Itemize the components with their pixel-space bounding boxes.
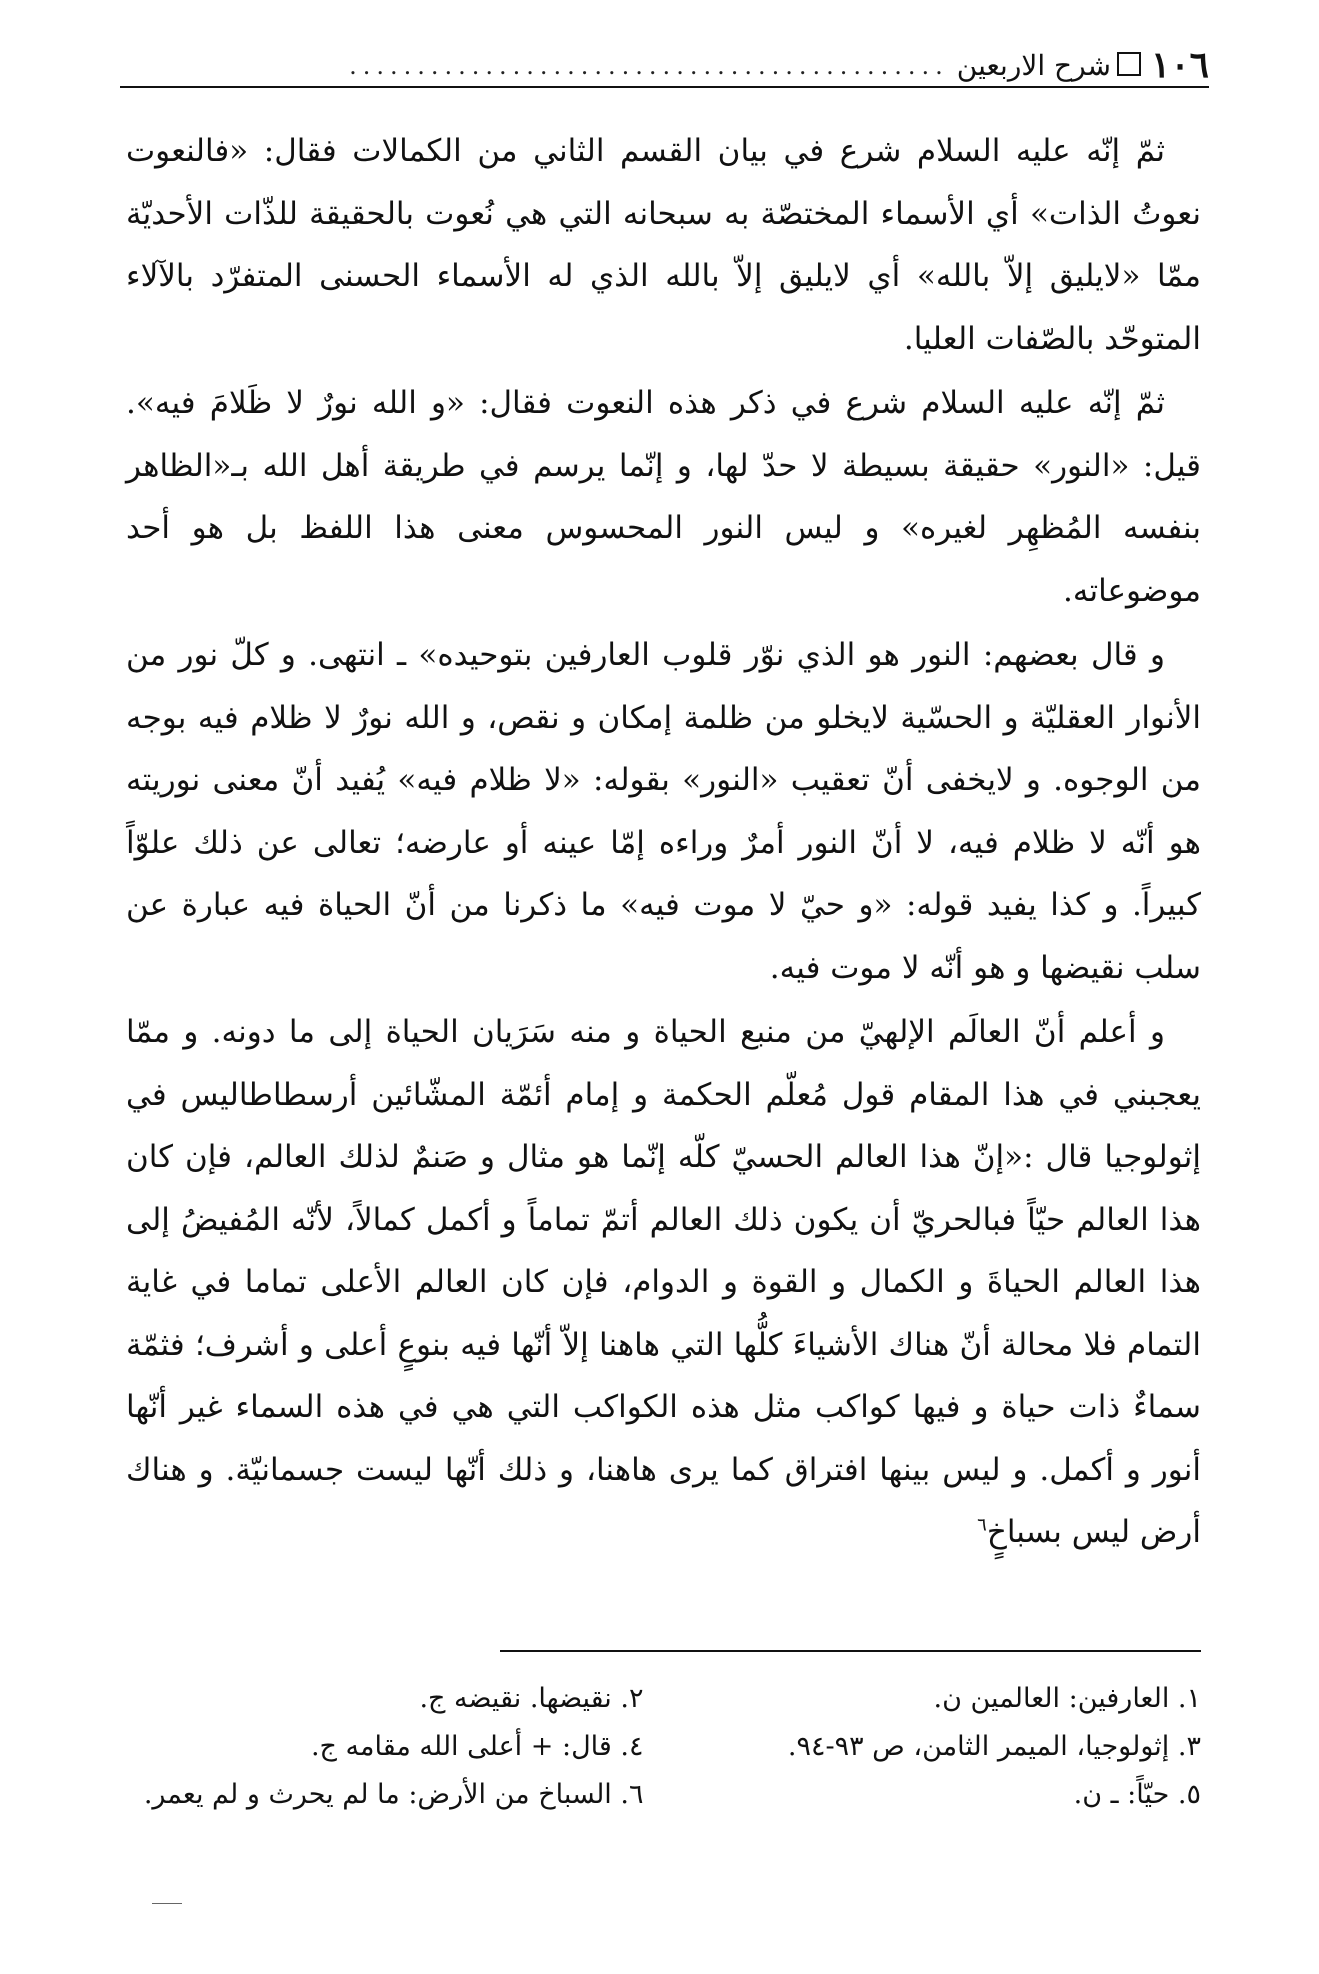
running-title: شرح الاربعين — [956, 49, 1111, 82]
paragraph-1: ثمّ إنّه عليه السلام شرع في بيان القسم الثاني من الكمالات فقال: «فالنعوت نعوتُ الذات» أي الأسماء المختصّة به سبحانه التي هي نُعوت بالحقيقة للذّات الأحديّة ممّا «لايليق إلاّ بالله» أي لايليق إلاّ بالله الذي له الأسماء الحسنى المتفرّد بالآلاء المتوحّد بالصّفات العليا. — [126, 133, 1201, 357]
footnote-divider — [500, 1650, 1201, 1652]
footnote-6: ٦. السباخ من الأرض: ما لم يحرث و لم يعمر. — [143, 1779, 644, 1810]
footnote-3: ٣. إثولوجيا، الميمر الثامن، ص ٩٣-٩٤. — [787, 1731, 1201, 1762]
main-text — [126, 120, 1201, 1566]
footnote-mark-6: ٦ — [977, 1514, 987, 1536]
footnote-5: ٥. حيّاً: ـ ن. — [1073, 1779, 1201, 1810]
footnotes — [126, 1675, 1201, 1819]
paragraph-3: و قال بعضهم: النور هو الذي نوّر قلوب العارفين بتوحيده» ـ انتهى. و كلّ نور من الأنوار العقليّة و الحسّية لايخلو من ظلمة إمكان و نقص، و الله نورٌ لا ظلام فيه بوجه من الوجوه. و لايخفى أنّ تعقيب «النور» بقوله: «لا ظلام فيه» يُفيد أنّ معنى نوريته هو أنّه لا ظلام فيه، لا أنّ النور أمرٌ وراءه إمّا عينه أو عارضه؛ تعالى عن ذلك علوّاً كبيراً. و كذا يفيد قوله: «و حيّ لا موت فيه» ما ذكرنا من أنّ الحياة فيه عبارة عن سلب نقيضها و هو أنّه لا موت فيه. — [126, 637, 1201, 986]
running-header — [120, 38, 1209, 88]
header-leader-dots: ............................................ — [349, 52, 949, 80]
page-number: ١٠٦ — [1150, 44, 1209, 86]
footnote-2: ٢. نقيضها. نقيضه ج. — [419, 1683, 644, 1714]
scan-mark — [152, 1903, 182, 1904]
header-box-icon — [1117, 52, 1141, 76]
paragraph-2: ثمّ إنّه عليه السلام شرع في ذكر هذه النعوت فقال: «و الله نورٌ لا ظَلامَ فيه». قيل: «النور» حقيقة بسيطة لا حدّ لها، و إنّما يرسم في طريقة أهل الله بـ«الظاهر بنفسه المُظهِر لغيره» و ليس النور المحسوس معنى هذا اللفظ بل هو أحد موضوعاته. — [126, 385, 1201, 609]
footnote-1: ١. العارفين: العالمين ن. — [933, 1683, 1201, 1714]
paragraph-4: و أعلم أنّ العالَم الإلهيّ من منبع الحياة و منه سَرَيان الحياة إلى ما دونه. و ممّا يعجبني في هذا المقام قول مُعلّم الحكمة و إمام أئمّة المشّائين أرسطاطاليس في إثولوجيا قال :«إنّ هذا العالم الحسيّ كلّه إنّما هو مثال و صَنمٌ لذلك العالم، فإن كان هذا العالم حيّاً فبالحريّ أن يكون ذلك العالم أتمّ تماماً و أكمل كمالاً، لأنّه المُفيضُ إلى هذا العالم الحياةَ و الكمال و القوة و الدوام، فإن كان العالم الأعلى تماما في غاية التمام فلا محالة أنّ هناك الأشياءَ كلُّها التي هاهنا إلاّ أنّها فيه بنوعٍ أعلى و أشرف؛ فثمّة سماءٌ ذات حياة و فيها كواكب مثل هذه الكواكب التي هي في هذه السماء غير أنّها أنور و أكمل. و ليس بينها افتراق كما يرى هاهنا، و ذلك أنّها ليست جسمانيّة. و هناك أرض ليس بسباخٍ$^٦$ — [126, 1014, 1201, 1550]
footnote-4: ٤. قال: + أعلى الله مقامه ج. — [310, 1731, 644, 1762]
